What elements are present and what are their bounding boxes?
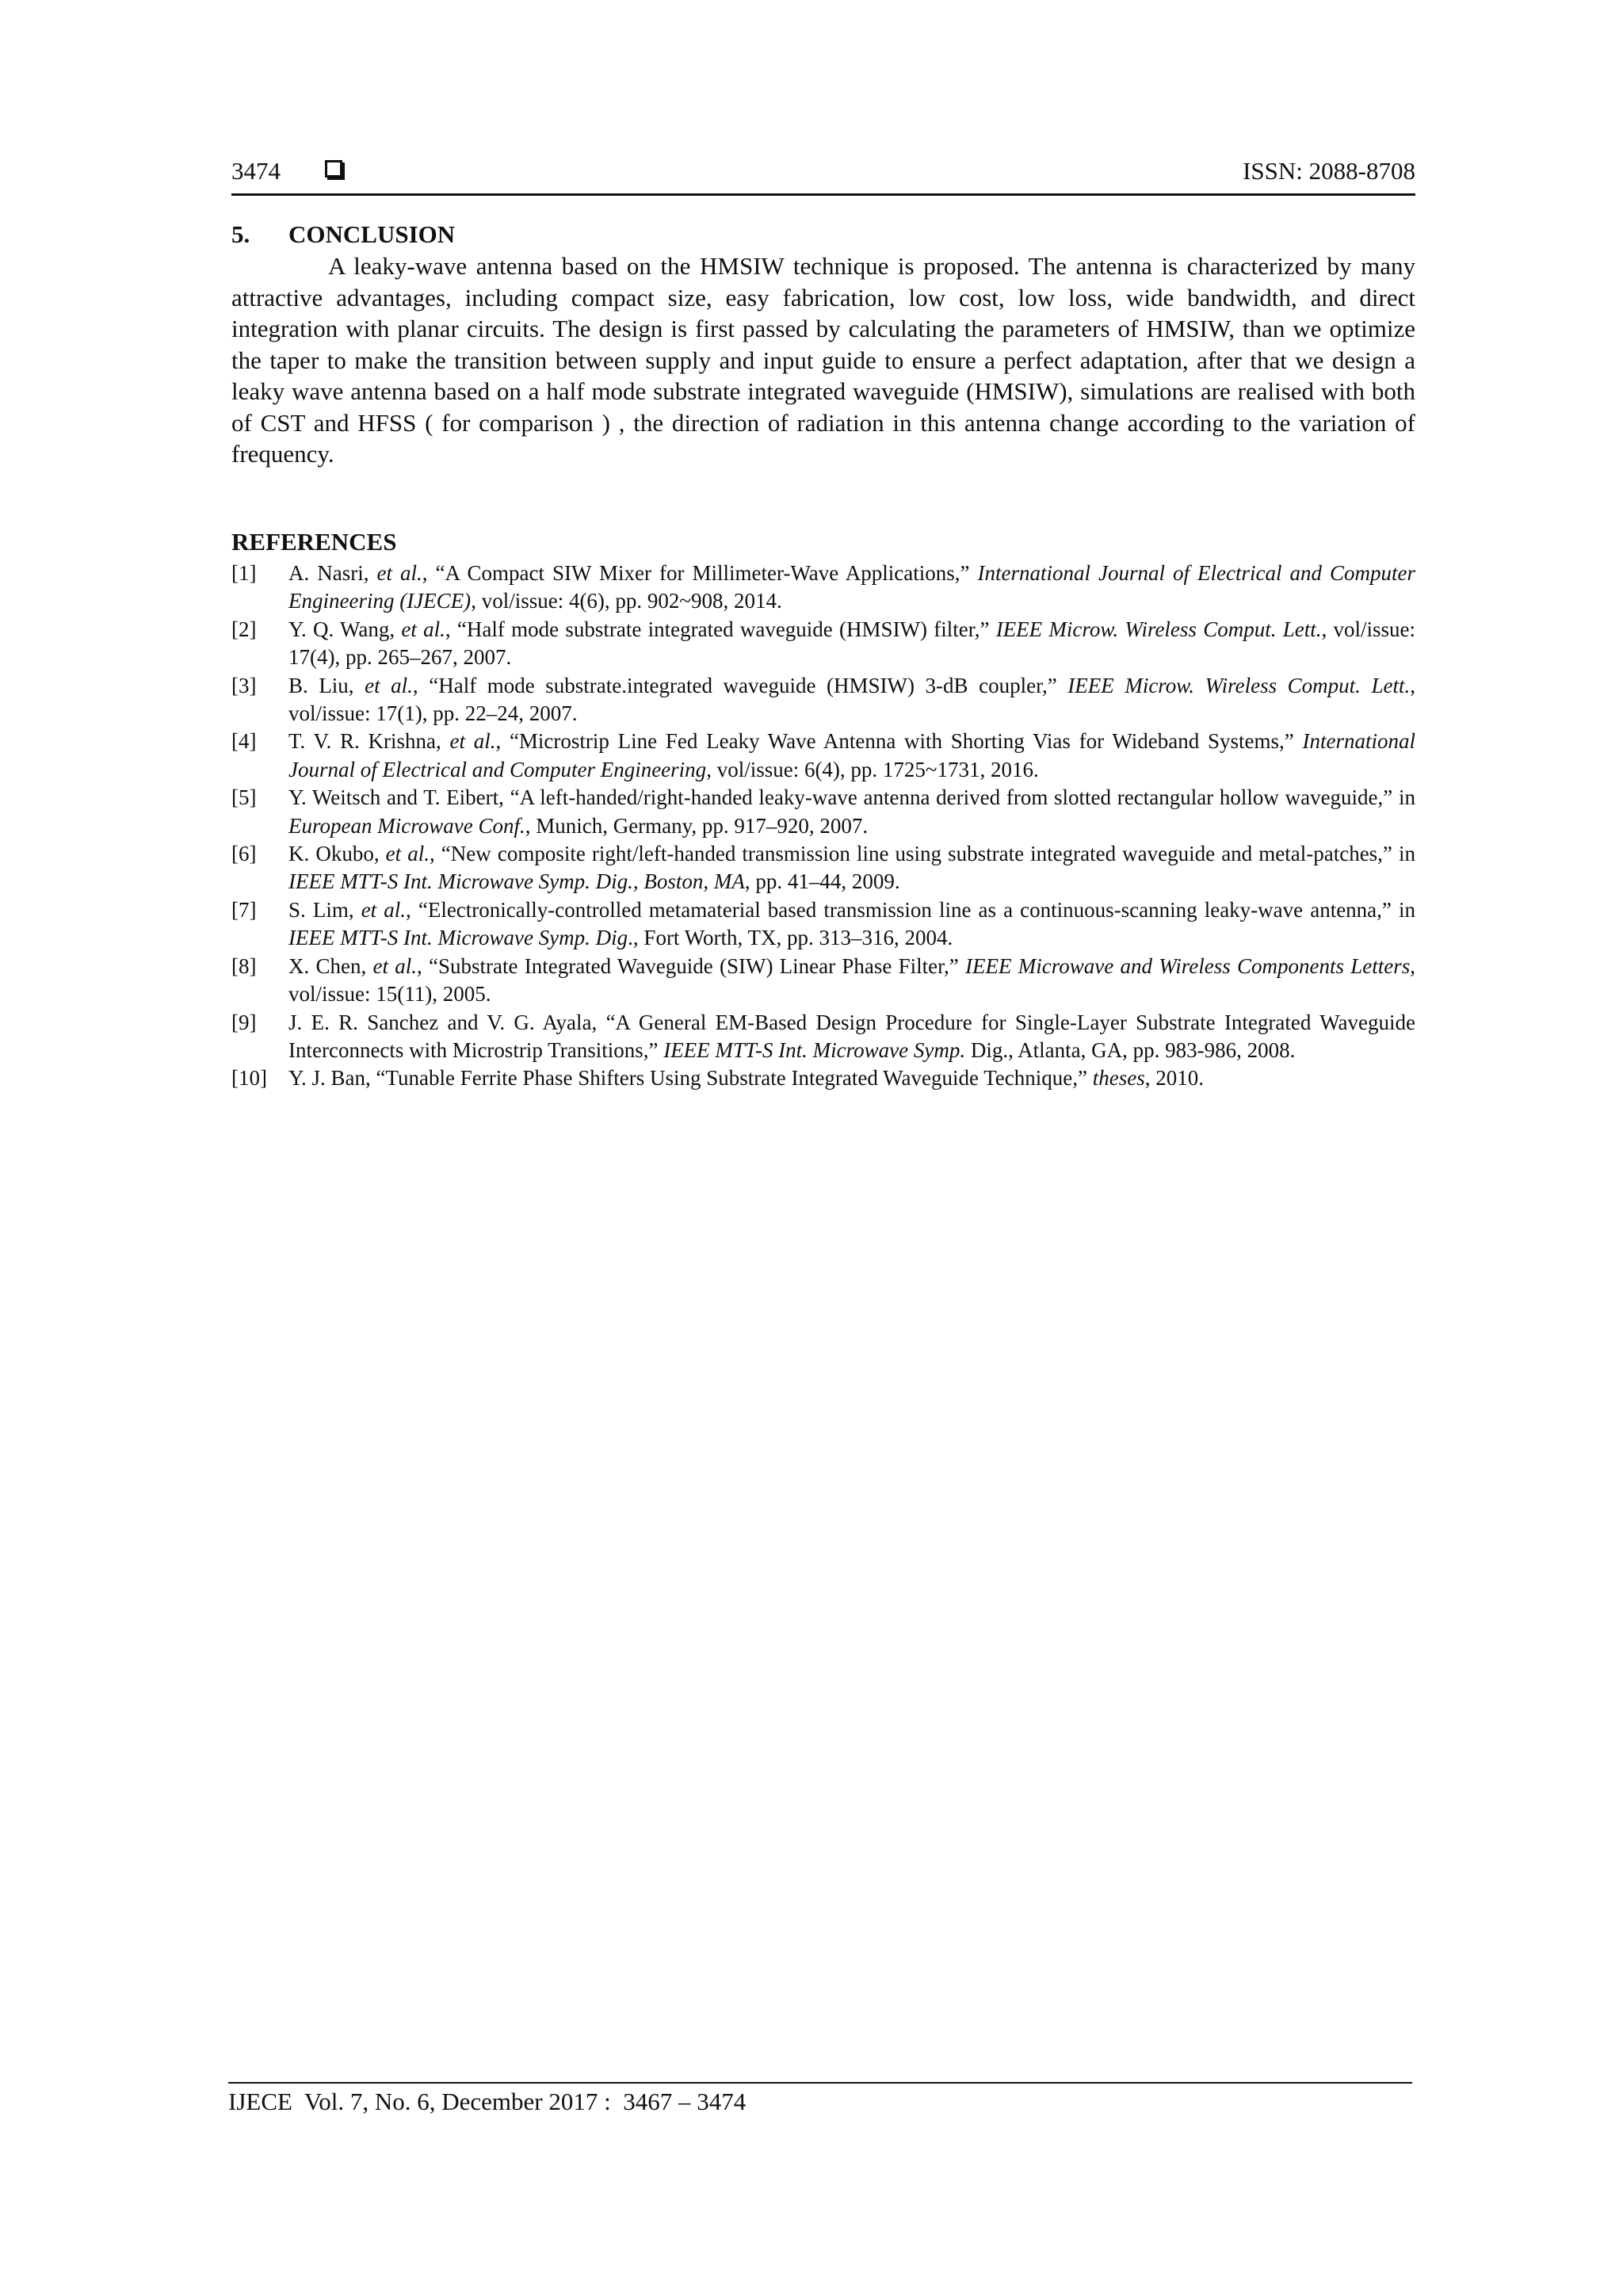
reference-part: , pp. 41–44, 2009. — [744, 869, 900, 894]
reference-part: , “Substrate Integrated Waveguide (SIW) Linear Phase Filter,” — [417, 953, 966, 978]
reference-item — [231, 896, 1415, 953]
reference-item — [231, 1009, 1415, 1065]
reference-part: , vol/issue: 17(1), pp. 22–24, 2007. — [288, 673, 1415, 726]
reference-part: , “Half mode substrate integrated waveguide (HMSIW) filter,” — [445, 617, 996, 641]
issn: ISSN: 2088-8708 — [1243, 157, 1415, 185]
reference-part: Dig., Atlanta, GA, pp. 983-986, 2008. — [965, 1037, 1296, 1062]
reference-part: T. V. R. Krishna, — [288, 729, 450, 754]
reference-italic-part: IEEE Microw. Wireless Comput. Lett. — [1067, 673, 1411, 697]
reference-part: Y. Weitsch and T. Eibert, “A left-handed/right-handed leaky-wave antenna derived from slotted rectangular hollow waveguide,” in — [288, 785, 1415, 810]
page-header — [231, 155, 1415, 192]
reference-part: , “New composite right/left-handed transmission line using substrate integrated waveguide and metal-patches,” in — [429, 842, 1415, 866]
reference-text — [288, 728, 1415, 784]
reference-text — [288, 840, 1415, 896]
reference-label: [8] — [231, 953, 257, 978]
reference-text — [288, 1064, 1415, 1092]
reference-label: [4] — [231, 729, 257, 754]
reference-part: , vol/issue: 15(11), 2005. — [288, 953, 1415, 1007]
reference-part: , “Microstrip Line Fed Leaky Wave Antenna with Shorting Vias for Wideband Systems,” — [495, 729, 1303, 754]
reference-item — [231, 672, 1415, 728]
reference-label: [3] — [231, 673, 257, 697]
reference-part: Y. J. Ban, “Tunable Ferrite Phase Shifters Using Substrate Integrated Waveguide Technique,” — [288, 1066, 1093, 1091]
reference-italic-part: et al. — [376, 561, 422, 585]
section-heading — [231, 219, 1415, 250]
reference-part: A. Nasri, — [288, 561, 377, 585]
reference-italic-part: IEEE Microw. Wireless Comput. Lett. — [995, 617, 1322, 641]
reference-text — [288, 560, 1415, 616]
reference-italic-part: IEEE MTT-S Int. Microwave Symp. Dig — [288, 926, 628, 950]
reference-italic-part: et al. — [401, 617, 445, 641]
reference-text — [288, 953, 1415, 1009]
reference-text — [288, 784, 1415, 840]
reference-part: , vol/issue: 6(4), pp. 1725~1731, 2016. — [706, 757, 1039, 781]
reference-label: [5] — [231, 785, 257, 810]
reference-italic-part: IEEE MTT-S Int. Microwave Symp. — [663, 1037, 966, 1062]
reference-part: ., Fort Worth, TX, pp. 313–316, 2004. — [628, 926, 953, 950]
reference-italic-part: theses — [1092, 1066, 1145, 1091]
reference-label: [7] — [231, 897, 257, 922]
reference-part: X. Chen, — [288, 953, 373, 978]
reference-list — [231, 560, 1415, 1093]
reference-item — [231, 560, 1415, 616]
reference-label: [2] — [231, 617, 257, 641]
conclusion-section — [231, 219, 1415, 470]
reference-label: [1] — [231, 561, 257, 585]
reference-part: , 2010. — [1144, 1066, 1204, 1091]
reference-label: [10] — [231, 1066, 267, 1091]
reference-text — [288, 616, 1415, 672]
reference-label: [9] — [231, 1010, 257, 1034]
reference-part: , Munich, Germany, pp. 917–920, 2007. — [525, 813, 869, 838]
reference-italic-part: International Journal of Electrical and Computer Engineering (IJECE) — [288, 561, 1415, 613]
references-heading: REFERENCES — [231, 528, 397, 556]
reference-part: K. Okubo, — [288, 842, 386, 866]
reference-italic-part: IEEE Microwave and Wireless Components Letters — [965, 953, 1411, 978]
reference-italic-part: et al. — [385, 842, 430, 866]
reference-part: B. Liu, — [288, 673, 365, 697]
reference-text — [288, 896, 1415, 953]
reference-item — [231, 953, 1415, 1009]
reference-item — [231, 1064, 1415, 1092]
reference-italic-part: IEEE MTT-S Int. Microwave Symp. Dig., Boston, MA — [288, 869, 745, 894]
reference-italic-part: et al. — [365, 673, 413, 697]
section-title: CONCLUSION — [288, 220, 456, 248]
reference-text — [288, 672, 1415, 728]
reference-text — [288, 1009, 1415, 1065]
reference-item — [231, 784, 1415, 840]
reference-part: , “A Compact SIW Mixer for Millimeter-Wave Applications,” — [422, 561, 978, 585]
reference-part: , vol/issue: 4(6), pp. 902~908, 2014. — [471, 589, 782, 613]
reference-italic-part: et al. — [449, 729, 496, 754]
footer-rule — [228, 2082, 1412, 2084]
reference-item — [231, 728, 1415, 784]
reference-part: , “Electronically-controlled metamaterial based transmission line as a continuous-scanning leaky-wave antenna,” in — [406, 897, 1415, 922]
reference-part: S. Lim, — [288, 897, 361, 922]
conclusion-paragraph: A leaky-wave antenna based on the HMSIW technique is proposed. The antenna is characterized by many attractive advantages, including compact size, easy fabrication, low cost, low loss, wide bandwidth, and direct integration with planar circuits. The design is first passed by calculating the parameters of HMSIW, than we optimize the taper to make the transition between supply and input guide to ensure a perfect adaptation, after that we design a leaky wave antenna based on a half mode substrate integrated waveguide (HMSIW), simulations are realised with both of CST and HFSS ( for comparison ) , the direction of radiation in this antenna change according to the variation of frequency. — [231, 252, 1415, 468]
reference-part: J. E. R. Sanchez and V. G. Ayala, “A General EM-Based Design Procedure for Single-Layer Substrate Integrated Waveguide Interconnects with Microstrip Transitions,” — [288, 1010, 1415, 1062]
reference-part: , vol/issue: 17(4), pp. 265–267, 2007. — [288, 617, 1415, 670]
reference-item — [231, 616, 1415, 672]
reference-part: Y. Q. Wang, — [288, 617, 402, 641]
reference-part: , “Half mode substrate.integrated waveguide (HMSIW) 3-dB coupler,” — [412, 673, 1068, 697]
reference-italic-part: European Microwave Conf. — [288, 813, 525, 838]
reference-italic-part: et al. — [361, 897, 407, 922]
reference-label: [6] — [231, 842, 257, 866]
checkbox-square-icon — [325, 160, 342, 178]
page-footer: IJECE Vol. 7, No. 6, December 2017 : 3467 – 3474 — [228, 2088, 747, 2115]
header-rule — [231, 193, 1415, 196]
reference-item — [231, 840, 1415, 896]
page-number: 3474 — [231, 157, 281, 185]
reference-italic-part: et al. — [372, 953, 417, 978]
section-number: 5. — [231, 220, 250, 248]
references-section — [231, 526, 1415, 1093]
reference-italic-part: International Journal of Electrical and Computer Engineering — [288, 729, 1415, 781]
